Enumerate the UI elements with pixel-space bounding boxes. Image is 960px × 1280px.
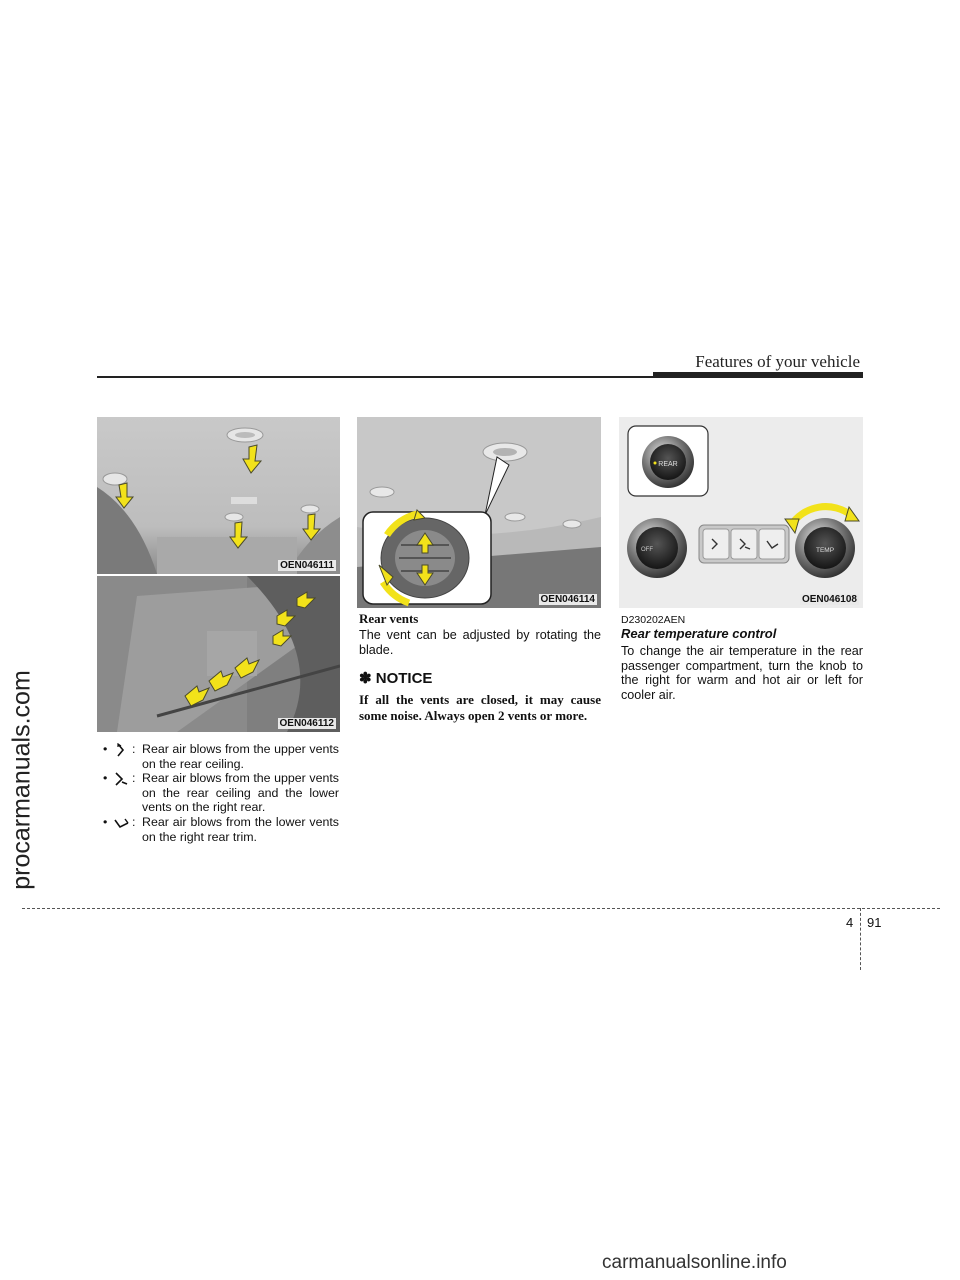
- figure-rear-climate-control: [619, 417, 863, 608]
- notice-symbol: ✽: [359, 670, 372, 687]
- page-number: 91: [867, 915, 882, 930]
- bullet-dot: •: [103, 771, 108, 785]
- upper-vent-mode-icon: [113, 743, 129, 757]
- knob-off-label: OFF: [641, 547, 653, 553]
- list-item: [103, 742, 339, 774]
- bullet-colon: :: [132, 771, 136, 785]
- section-header-title: Features of your vehicle: [695, 352, 860, 371]
- bullet-text: Rear air blows from the upper vents on the rear ceiling and the lower vents on the right rear.: [142, 771, 339, 814]
- footer-divider: [860, 908, 861, 970]
- rear-temp-heading: Rear temperature control: [621, 626, 777, 641]
- knob-temp-label: TEMP: [815, 547, 835, 554]
- bullet-colon: :: [132, 815, 136, 829]
- floor-vent-mode-icon: [113, 816, 129, 830]
- figure-code: OEN046111: [280, 560, 334, 571]
- rear-vents-heading: Rear vents: [359, 611, 419, 626]
- rear-temp-body: To change the air temperature in the rear passenger compartment, turn the knob to the right for warm and hot air or left for cooler air.: [621, 644, 863, 702]
- section-code: D230202AEN: [621, 614, 686, 626]
- notice-title-row: [359, 672, 601, 687]
- rear-vents-body: The vent can be adjusted by rotating the blade.: [359, 628, 601, 657]
- bi-level-vent-mode-icon: [113, 772, 129, 786]
- header-rule: [97, 376, 863, 378]
- bullet-text: Rear air blows from the upper vents on the rear ceiling.: [142, 742, 339, 771]
- chapter-number: 4: [846, 915, 854, 930]
- footer-rule: [22, 908, 940, 909]
- list-item: [103, 815, 339, 847]
- figure-code: OEN046108: [801, 594, 857, 605]
- bottom-watermark: carmanualsonline.info: [602, 1252, 787, 1273]
- figure-rear-trim-vents: [97, 576, 340, 732]
- bullet-dot: •: [103, 815, 108, 829]
- figure-rear-vent-blade: [357, 417, 601, 608]
- bullet-dot: •: [103, 742, 108, 756]
- notice-title: NOTICE: [375, 670, 433, 687]
- side-watermark-text: procarmanuals.com: [7, 670, 36, 890]
- knob-rear-label: REAR: [658, 461, 678, 468]
- figure-code: OEN046112: [279, 718, 334, 729]
- figure-code: OEN046114: [540, 594, 595, 605]
- notice-body: If all the vents are closed, it may cause some noise. Always open 2 vents or more.: [359, 692, 601, 723]
- bullet-text: Rear air blows from the lower vents on the right rear trim.: [142, 815, 339, 844]
- bullet-colon: :: [132, 742, 136, 756]
- list-item: [103, 771, 339, 817]
- side-watermark: [2, 560, 42, 1000]
- figure-rear-ceiling-vents: [97, 417, 340, 574]
